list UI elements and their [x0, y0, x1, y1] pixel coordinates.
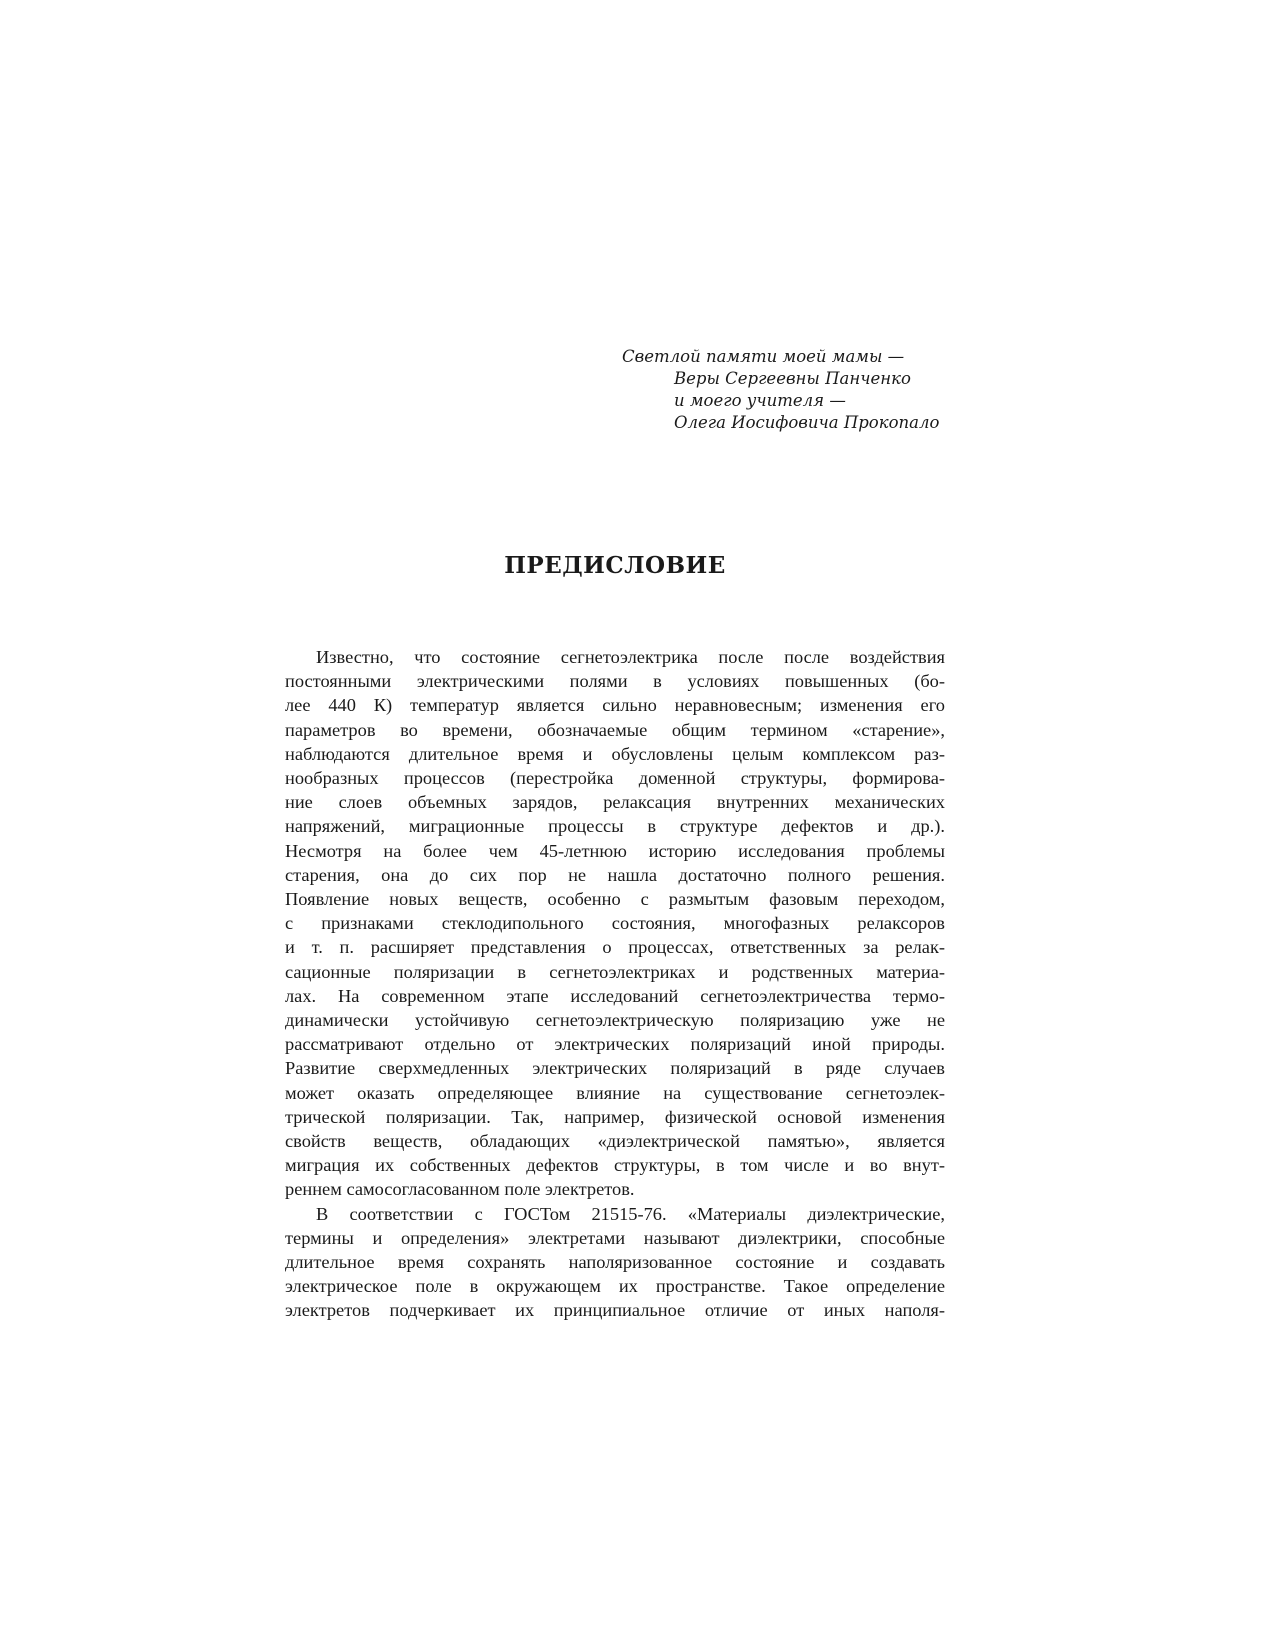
text-line: постоянными электрическими полями в условиях повышенных (бо-	[285, 671, 945, 692]
text-line: реннем самосогласованном поле электретов.	[285, 1179, 635, 1200]
text-line: свойств веществ, обладающих «диэлектрической памятью», является	[285, 1131, 945, 1152]
dedication-line: и моего учителя —	[674, 391, 846, 410]
text-line: и т. п. расширяет представления о процессах, ответственных за релак-	[285, 937, 945, 958]
dedication-line: Светлой памяти моей мамы —	[622, 347, 905, 366]
text-line: трической поляризации. Так, например, физической основой изменения	[285, 1106, 945, 1127]
text-line: миграция их собственных дефектов структуры, в том числе и во внут-	[285, 1155, 945, 1176]
text-line: рассматривают отдельно от электрических поляризаций иной природы.	[285, 1034, 945, 1055]
text-line: В соответствии с ГОСТом 21515-76. «Материалы диэлектрические,	[316, 1203, 945, 1224]
text-line: динамически устойчивую сегнетоэлектрическую поляризацию уже не	[285, 1010, 945, 1031]
preface-body	[285, 645, 945, 1323]
text-line: параметров во времени, обозначаемые общим термином «старение»,	[285, 719, 945, 740]
text-line: лах. На современном этапе исследований сегнетоэлектричества термо-	[285, 985, 945, 1006]
dedication	[622, 346, 1042, 434]
text-line: с признаками стеклодипольного состояния, многофазных релаксоров	[285, 913, 945, 934]
text-line: старения, она до сих пор не нашла достаточно полного решения.	[285, 864, 945, 885]
text-line: электрическое поле в окружающем их пространстве. Такое определение	[285, 1276, 945, 1297]
paragraph-2	[285, 1202, 945, 1323]
text-line: наблюдаются длительное время и обусловлены целым комплексом раз-	[285, 743, 945, 764]
chapter-title: ПРЕДИСЛОВИЕ	[504, 552, 726, 579]
text-line: Известно, что состояние сегнетоэлектрика после после воздействия	[316, 647, 945, 667]
text-line: термины и определения» электретами называют диэлектрики, способные	[285, 1227, 945, 1248]
text-line: Несмотря на более чем 45-летнюю историю исследования проблемы	[285, 840, 945, 861]
dedication-line: Веры Сергеевны Панченко	[674, 369, 911, 388]
text-line: ние слоев объемных зарядов, релаксация внутренних механических	[285, 792, 945, 813]
paragraph-1	[285, 645, 945, 1202]
text-line: напряжений, миграционные процессы в структуре дефектов и др.).	[285, 816, 945, 837]
text-line: лее 440 К) температур является сильно неравновесным; изменения его	[285, 695, 945, 716]
dedication-line: Олега Иосифовича Прокопало	[674, 413, 940, 432]
text-line: сационные поляризации в сегнетоэлектриках и родственных материа-	[285, 961, 945, 982]
text-line: Развитие сверхмедленных электрических поляризаций в ряде случаев	[285, 1058, 945, 1079]
text-line: может оказать определяющее влияние на существование сегнетоэлек-	[285, 1082, 945, 1103]
text-line: длительное время сохранять наполяризованное состояние и создавать	[285, 1252, 945, 1273]
text-line: нообразных процессов (перестройка доменной структуры, формирова-	[285, 768, 945, 789]
text-line: электретов подчеркивает их принципиальное отличие от иных наполя-	[285, 1300, 945, 1321]
text-line: Появление новых веществ, особенно с размытым фазовым переходом,	[285, 889, 945, 910]
